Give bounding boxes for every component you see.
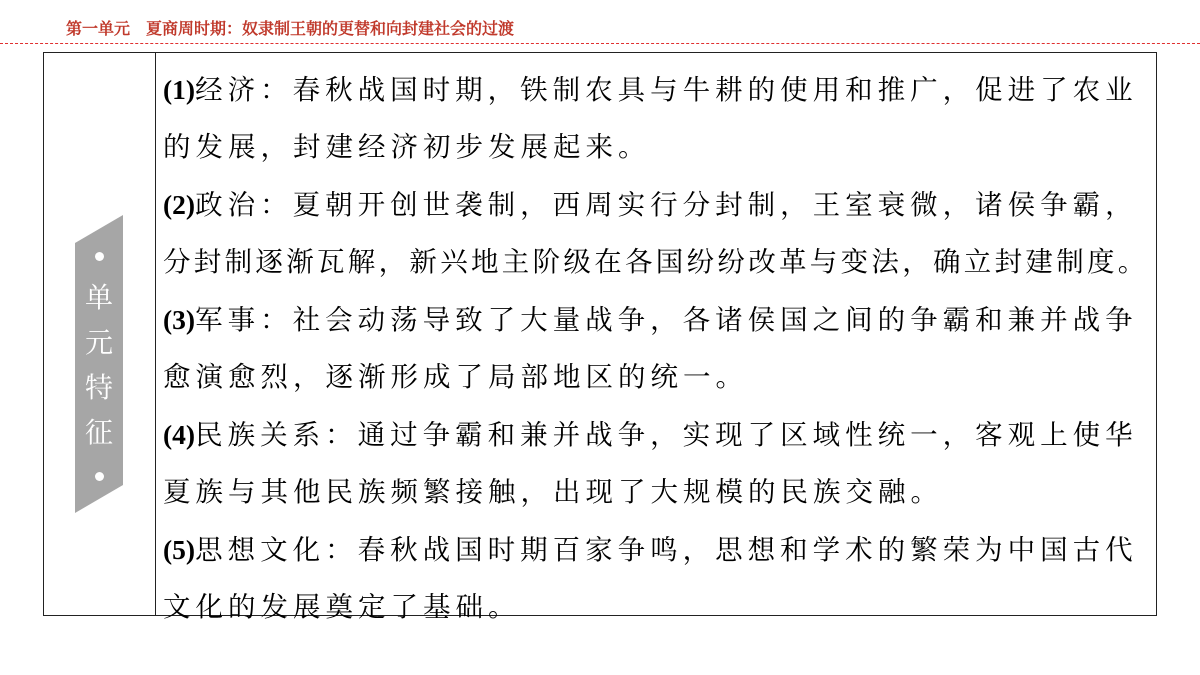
item-number: (5) [163,534,196,565]
line-text: 思想文化：春秋战国时期百家争鸣，思想和学术的繁荣为中国古代 [195,534,1138,566]
line-text: 经济：春秋战国时期，铁制农具与牛耕的使用和推广，促进了农业 [195,74,1138,106]
line-text: 民族关系：通过争霸和兼并战争，实现了区域性统一，客观上使华 [195,419,1138,451]
banner-dot-top [95,252,104,261]
item-number: (2) [163,189,196,220]
line-text: 政治：夏朝开创世袭制，西周实行分封制，王室衰微，诸侯争霸， [195,189,1138,221]
text-line [163,521,1158,579]
banner-label [75,275,123,455]
text-line [163,176,1158,234]
banner-char: 特 [84,371,113,404]
line-text: 军事：社会动荡导致了大量战争，各诸侯国之间的争霸和兼并战争 [195,304,1138,336]
feature-ethnic-relations [163,406,1158,521]
features-text [163,61,1158,636]
item-number: (1) [163,74,196,105]
feature-military [163,291,1158,406]
page-header [0,0,1200,44]
text-line: 愈演愈烈，逐渐形成了局部地区的统一。 [163,361,748,393]
header-divider [0,43,1200,44]
text-line: 文化的发展奠定了基础。 [163,591,521,623]
text-line [163,291,1158,349]
banner-char: 元 [84,326,113,359]
item-number: (3) [163,304,196,335]
feature-politics [163,176,1158,291]
item-number: (4) [163,419,196,450]
feature-economy [163,61,1158,176]
label-column [44,53,156,615]
content-table [43,52,1157,623]
banner-dot-bottom [95,472,104,481]
unit-title: 第一单元 夏商周时期：奴隶制王朝的更替和向封建社会的过渡 [66,19,515,38]
banner-char: 单 [84,281,113,314]
unit-features-banner [75,215,123,513]
banner-char: 征 [84,416,113,449]
text-line: 的发展，封建经济初步发展起来。 [163,131,651,163]
text-line [163,406,1158,464]
feature-thought-culture [163,521,1158,636]
text-line [163,61,1158,119]
text-line: 夏族与其他民族频繁接触，出现了大规模的民族交融。 [163,476,943,508]
text-line: 分封制逐渐瓦解，新兴地主阶级在各国纷纷改革与变法，确立封建制度。 [163,246,1149,278]
